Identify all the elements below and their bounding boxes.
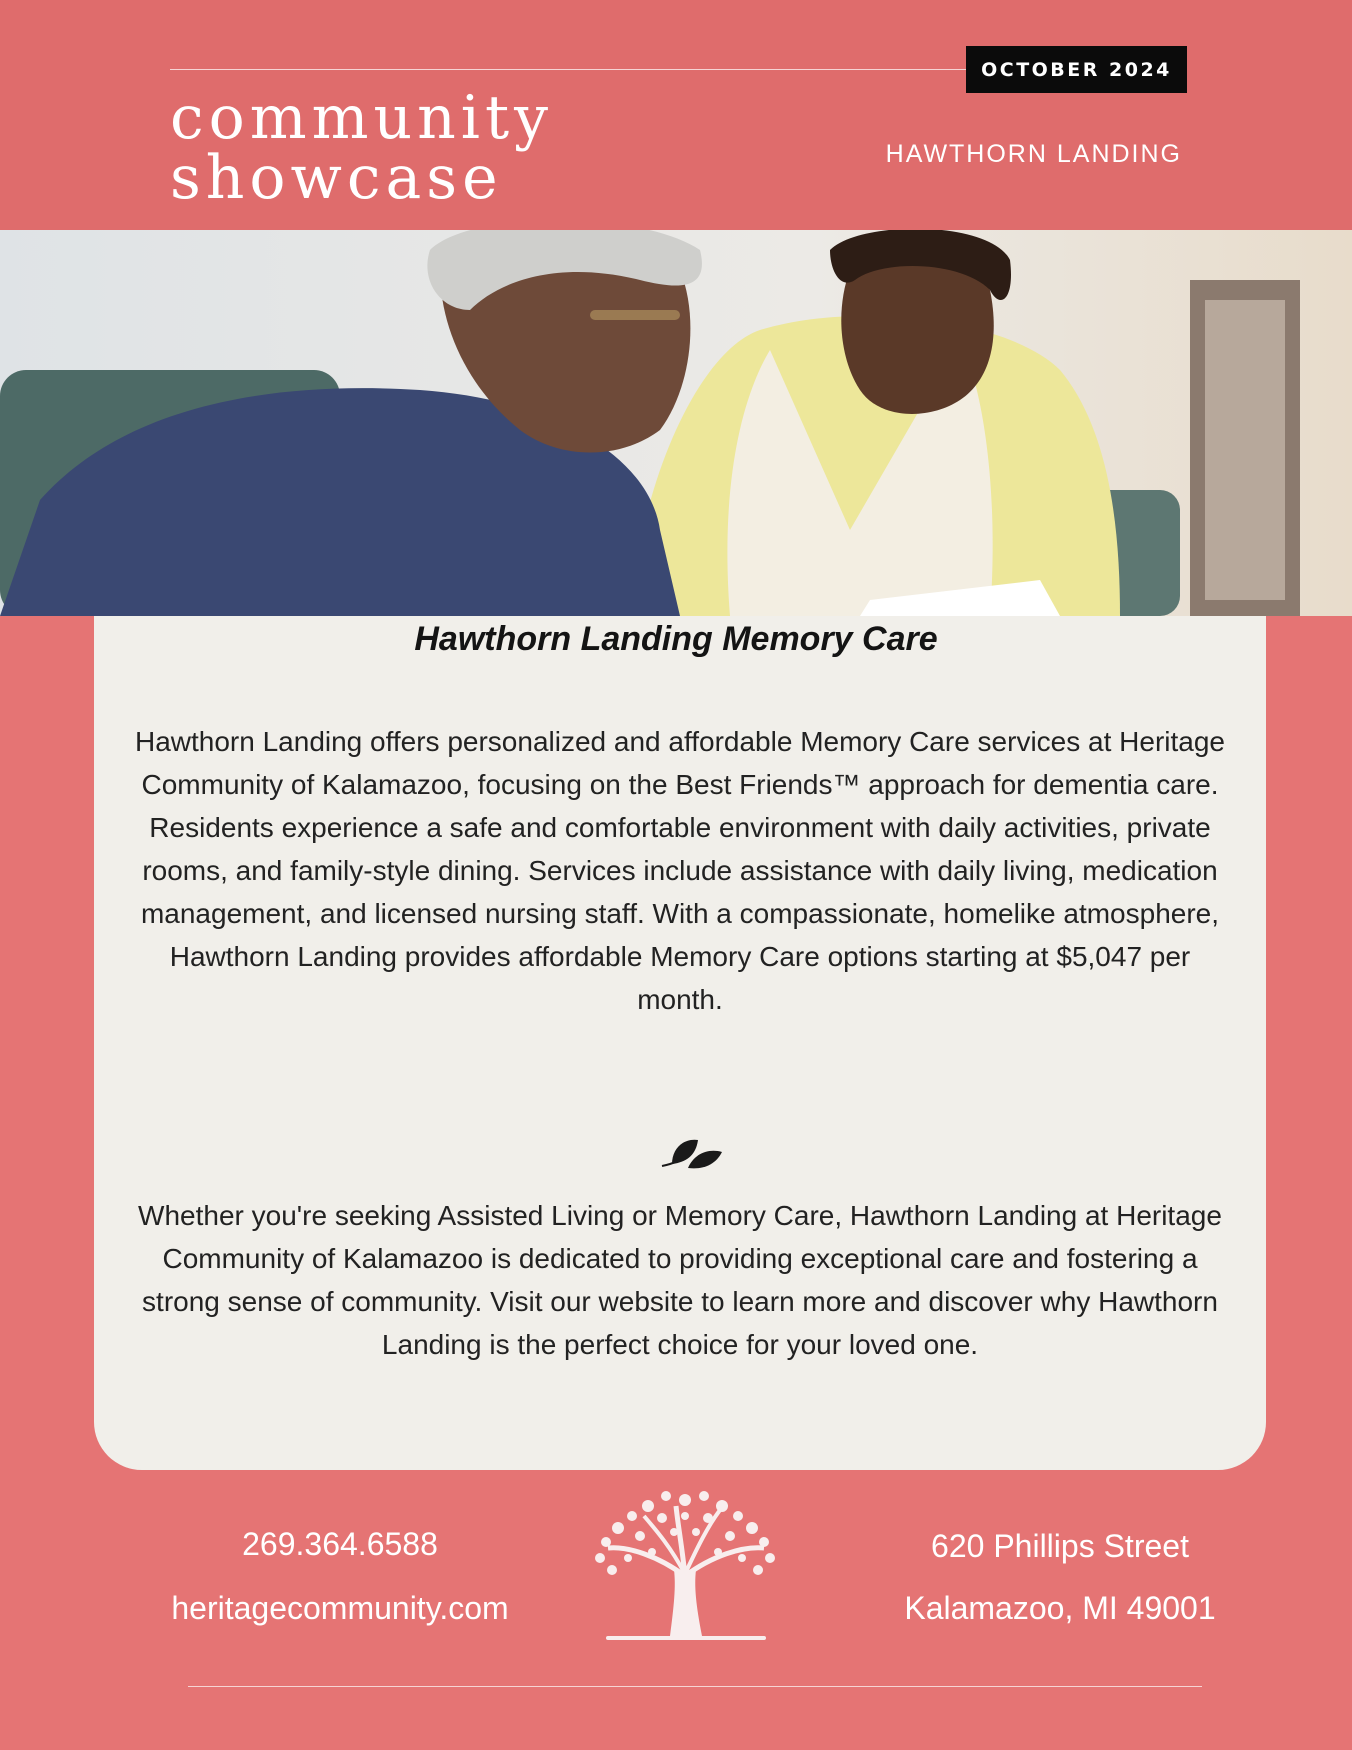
- article-paragraph-2: Whether you're seeking Assisted Living or Memory Care, Hawthorn Landing at Heritage Community of Kalamazoo is dedicated to providing exceptional care and fostering a strong sense of community. Visit our website to learn more and discover why Hawthorn Landing is the perfect choice for your loved one.: [138, 1200, 1222, 1360]
- bottom-divider-line: [188, 1686, 1202, 1687]
- tree-icon: [578, 1486, 792, 1652]
- street-address: 620 Phillips Street: [931, 1528, 1189, 1564]
- phone-number[interactable]: 269.364.6588: [242, 1526, 438, 1562]
- hero-photo: [0, 230, 1352, 616]
- top-divider-line: [170, 69, 970, 70]
- title-line-1: community: [170, 83, 553, 153]
- leaf-icon: [658, 1130, 724, 1174]
- title-line-2: showcase: [170, 143, 503, 213]
- community-name: HAWTHORN LANDING: [885, 140, 1182, 168]
- article-title: Hawthorn Landing Memory Care: [414, 620, 938, 658]
- newsletter-title: [170, 83, 553, 213]
- city-state-zip: Kalamazoo, MI 49001: [904, 1590, 1216, 1626]
- website-link[interactable]: heritagecommunity.com: [171, 1590, 509, 1626]
- date-badge: OCTOBER 2024: [966, 46, 1187, 93]
- article-paragraph-1: Hawthorn Landing offers personalized and affordable Memory Care services at Heritage Community of Kalamazoo, focusing on the Best Friends™ approach for dementia care. Residents experience a safe and comfortable environment with daily activities, private rooms, and family-style dining. Services include assistance with daily living, medication management, and licensed nursing staff. With a compassionate, homelike atmosphere, Hawthorn Landing provides affordable Memory Care options starting at $5,047 per month.: [134, 726, 1225, 1015]
